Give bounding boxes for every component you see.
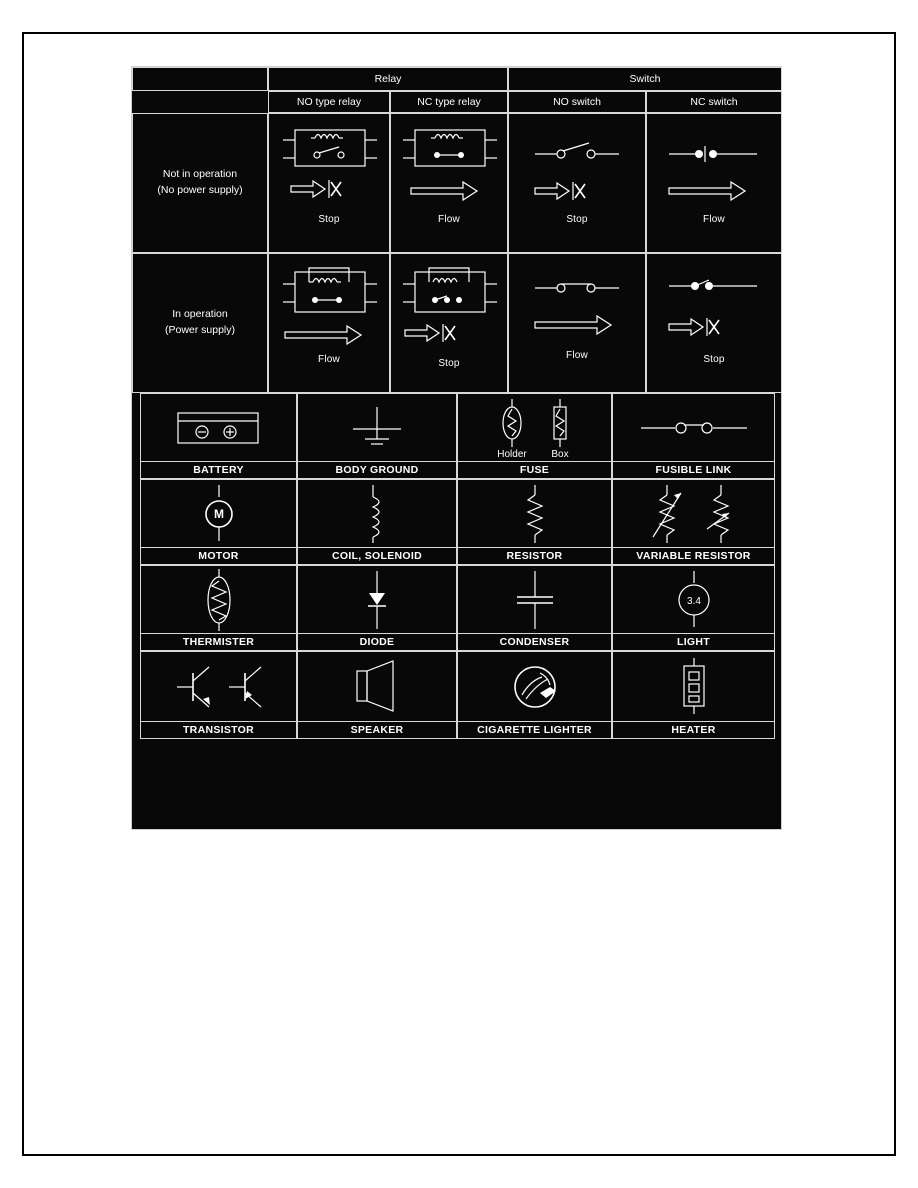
- symbol-caption-heater: [613, 721, 774, 738]
- cell-nc-switch-in-operation: [646, 253, 782, 393]
- top-table-corner: [132, 67, 268, 91]
- motor-icon: [184, 483, 254, 545]
- column-header-no-switch: [508, 91, 646, 113]
- light-icon: [659, 569, 729, 631]
- symbol-resistor-area: [458, 480, 611, 547]
- state-label: Flow: [438, 214, 460, 225]
- symbol-caption-body-ground: [298, 461, 456, 478]
- fusible-link-icon: [629, 408, 759, 448]
- state-label: Flow: [318, 354, 340, 365]
- symbol-caption-motor-label: MOTOR: [198, 550, 239, 562]
- motor-sublabel: M: [213, 506, 224, 521]
- row-label-not-in-operation-line1: Not in operation: [162, 168, 238, 181]
- symbol-caption-condenser-label: CONDENSER: [499, 636, 570, 648]
- symbol-caption-coil-solenoid: [298, 547, 456, 564]
- cell-no-switch-not-in-operation: [508, 113, 646, 253]
- symbol-cell-light: [612, 565, 775, 651]
- light-rating-sublabel: 3.4: [686, 595, 701, 607]
- cell-no-type-relay-in-operation: [268, 253, 390, 393]
- symbol-cell-diode: [297, 565, 457, 651]
- column-header-no-type-relay: [268, 91, 390, 113]
- fuse-box-sublabel: Box: [550, 448, 569, 459]
- symbol-caption-fuse-label: FUSE: [519, 464, 550, 476]
- symbol-cell-variable-resistor: [612, 479, 775, 565]
- symbol-variable-resistor-area: [613, 480, 774, 547]
- column-header-nc-type-relay-label: NC type relay: [417, 96, 481, 108]
- symbol-battery-area: [141, 394, 296, 461]
- state-label: Stop: [318, 214, 340, 225]
- row-label-not-in-operation-line2: (No power supply): [157, 184, 243, 196]
- column-header-no-switch-label: NO switch: [553, 96, 601, 108]
- row-label-not-in-operation: [132, 113, 268, 253]
- symbol-heater-area: [613, 652, 774, 721]
- symbol-cigarette-lighter-area: [458, 652, 611, 721]
- state-label: Stop: [438, 358, 460, 369]
- symbol-cell-transistor: [140, 651, 297, 739]
- transistor-icon: [159, 655, 279, 719]
- column-header-no-type-relay-label: NO type relay: [296, 96, 362, 108]
- group-header-switch: [508, 67, 782, 91]
- symbol-caption-speaker: [298, 721, 456, 738]
- row-label-in-operation-line1: In operation: [172, 308, 228, 321]
- cell-nc-switch-not-in-operation: [646, 113, 782, 253]
- state-label: Stop: [566, 214, 588, 225]
- symbol-caption-battery: [141, 461, 296, 478]
- cigarette-lighter-icon: [500, 655, 570, 719]
- symbol-caption-variable-resistor-label: VARIABLE RESISTOR: [636, 550, 751, 562]
- symbol-cell-battery: [140, 393, 297, 479]
- symbol-cell-body-ground: [297, 393, 457, 479]
- symbol-caption-cigarette-lighter-label: CIGARETTE LIGHTER: [477, 724, 592, 736]
- symbol-caption-cigarette-lighter: [458, 721, 611, 738]
- symbol-cell-fusible-link: [612, 393, 775, 479]
- symbol-caption-fusible-link-label: FUSIBLE LINK: [655, 464, 732, 476]
- symbol-light-area: [613, 566, 774, 633]
- symbol-cell-heater: [612, 651, 775, 739]
- state-label: Flow: [566, 350, 588, 361]
- column-header-nc-type-relay: [390, 91, 508, 113]
- symbol-caption-transistor: [141, 721, 296, 738]
- fuse-icon: [470, 397, 600, 459]
- symbol-body-ground-area: [298, 394, 456, 461]
- symbol-cell-fuse: [457, 393, 612, 479]
- row-label-in-operation: [132, 253, 268, 393]
- symbol-thermister-area: [141, 566, 296, 633]
- battery-icon: [164, 401, 274, 455]
- symbol-caption-heater-label: HEATER: [671, 724, 716, 736]
- symbol-transistor-area: [141, 652, 296, 721]
- cell-no-switch-in-operation: [508, 253, 646, 393]
- cell-nc-type-relay-not-in-operation: [390, 113, 508, 253]
- resistor-icon: [515, 483, 555, 545]
- condenser-icon: [510, 569, 560, 631]
- symbol-cell-speaker: [297, 651, 457, 739]
- diode-icon: [357, 569, 397, 631]
- symbol-caption-thermister-label: THERMISTER: [182, 636, 255, 648]
- symbol-cell-condenser: [457, 565, 612, 651]
- symbol-speaker-area: [298, 652, 456, 721]
- coil-icon: [347, 483, 407, 545]
- row-label-in-operation-line2: (Power supply): [164, 324, 236, 336]
- symbol-caption-diode: [298, 633, 456, 650]
- symbol-condenser-area: [458, 566, 611, 633]
- symbol-caption-thermister: [141, 633, 296, 650]
- symbol-cell-coil-solenoid: [297, 479, 457, 565]
- symbol-caption-resistor-label: RESISTOR: [506, 550, 563, 562]
- state-label: Stop: [703, 354, 725, 365]
- symbol-caption-resistor: [458, 547, 611, 564]
- symbol-diode-area: [298, 566, 456, 633]
- symbol-caption-light-label: LIGHT: [677, 636, 710, 648]
- symbol-caption-fusible-link: [613, 461, 774, 478]
- symbol-caption-variable-resistor: [613, 547, 774, 564]
- ground-icon: [327, 399, 427, 457]
- column-header-nc-switch: [646, 91, 782, 113]
- group-header-switch-label: Switch: [629, 73, 661, 85]
- symbol-cell-motor: [140, 479, 297, 565]
- column-header-nc-switch-label: NC switch: [690, 96, 738, 108]
- symbol-motor-area: [141, 480, 296, 547]
- heater-icon: [664, 656, 724, 718]
- variable-resistor-icon: [639, 483, 749, 545]
- symbol-caption-body-ground-label: BODY GROUND: [335, 464, 419, 476]
- group-header-relay: [268, 67, 508, 91]
- symbol-caption-motor: [141, 547, 296, 564]
- symbol-cell-thermister: [140, 565, 297, 651]
- symbol-caption-light: [613, 633, 774, 650]
- cell-nc-type-relay-in-operation: [390, 253, 508, 393]
- symbol-fusible-link-area: [613, 394, 774, 461]
- speaker-icon: [337, 657, 417, 717]
- thermister-icon: [189, 567, 249, 633]
- symbol-cell-resistor: [457, 479, 612, 565]
- group-header-relay-label: Relay: [374, 73, 402, 85]
- symbol-caption-transistor-label: TRANSISTOR: [182, 724, 255, 736]
- symbol-caption-coil-solenoid-label: COIL, SOLENOID: [332, 550, 422, 562]
- symbol-caption-speaker-label: SPEAKER: [350, 724, 404, 736]
- nc-type-relay-energized-icon: [391, 254, 509, 374]
- symbol-coil-area: [298, 480, 456, 547]
- symbol-caption-battery-label: BATTERY: [193, 464, 244, 476]
- electrical-symbol-chart: [131, 66, 782, 830]
- symbol-caption-fuse: [458, 461, 611, 478]
- symbol-fuse-area: [458, 394, 611, 461]
- state-label: Flow: [703, 214, 725, 225]
- cell-no-type-relay-not-in-operation: [268, 113, 390, 253]
- symbol-cell-cigarette-lighter: [457, 651, 612, 739]
- symbol-caption-condenser: [458, 633, 611, 650]
- symbol-caption-diode-label: DIODE: [359, 636, 395, 648]
- fuse-holder-sublabel: Holder: [496, 448, 527, 459]
